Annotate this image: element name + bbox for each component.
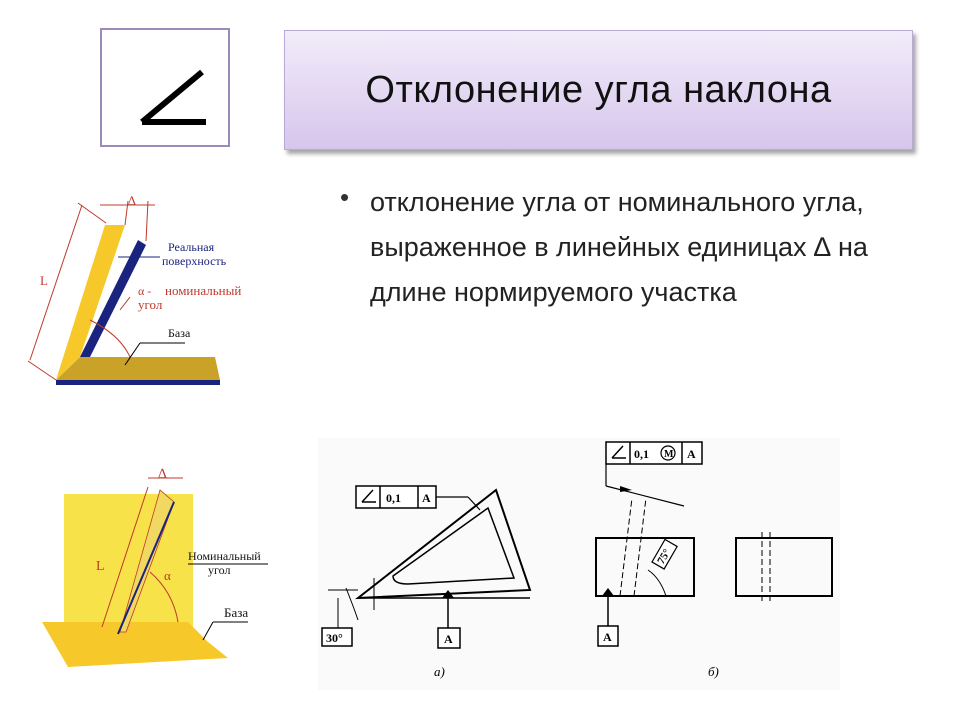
nominal-angle-label-2: угол (208, 563, 231, 577)
bullet-text: отклонение угла от номинального угла, выраженное в линейных единицах ∆ на длине нормируемого участка (370, 187, 868, 307)
datum-label: A (603, 630, 612, 644)
angle-value: 30° (326, 631, 343, 645)
base-plane (42, 622, 228, 667)
caption-a: а) (434, 664, 445, 679)
length-label: L (96, 559, 105, 574)
nominal-angle-label-1: номинальный (165, 283, 242, 298)
real-surface-label-2: поверхность (162, 254, 227, 268)
angle-value: 75° (655, 547, 674, 567)
drawing-a (318, 438, 590, 690)
base-label: База (224, 605, 249, 620)
symbol-frame (100, 28, 230, 147)
base-edge (56, 380, 220, 385)
length-label: L (40, 273, 48, 288)
datum-ref: A (687, 447, 696, 461)
figure-nominal-angle (38, 462, 288, 672)
alpha-label: α - (138, 284, 152, 298)
nominal-angle-label-1: Номинальный (188, 549, 261, 563)
figure-real-surface (20, 185, 280, 395)
datum-label: A (444, 632, 453, 646)
tolerance-value: 0,1 (634, 447, 649, 461)
delta-label: ∆ (128, 193, 136, 208)
page-title: Отклонение угла наклона (365, 68, 832, 111)
datum-ref: A (422, 491, 431, 505)
drawing-b (590, 438, 840, 690)
base-label: База (168, 326, 191, 340)
modifier-symbol: M (664, 449, 674, 460)
caption-b: б) (708, 664, 719, 679)
base-plate (56, 357, 220, 380)
bullet-dot: • (340, 182, 350, 212)
real-surface-label-1: Реальная (168, 240, 215, 254)
angularity-symbol-icon (102, 30, 228, 145)
nominal-angle-label-2: угол (138, 297, 163, 312)
delta-label: ∆ (158, 467, 167, 482)
tolerance-value: 0,1 (386, 491, 401, 505)
title-banner (284, 30, 913, 150)
alpha-label: α (164, 568, 171, 583)
